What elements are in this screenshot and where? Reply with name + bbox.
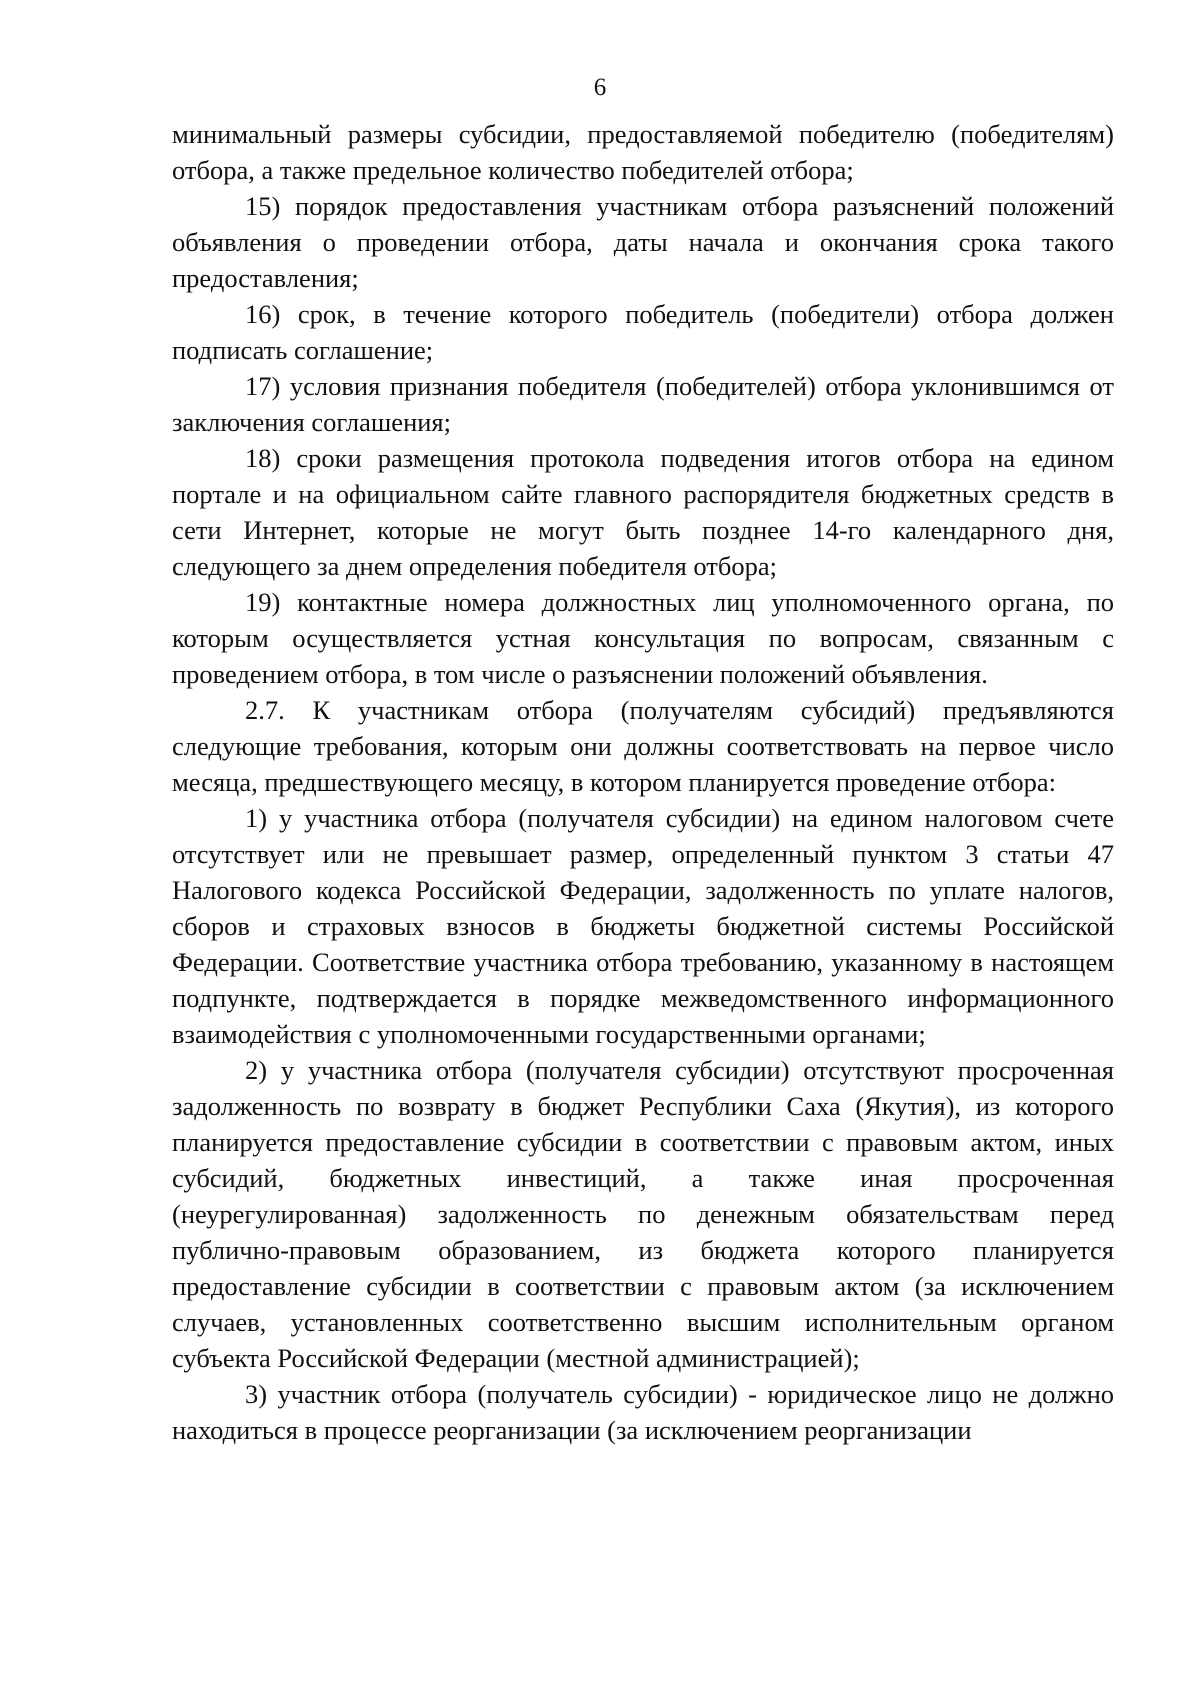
paragraph-item-19: 19) контактные номера должностных лиц уполномоченного органа, по которым осуществляется устная консультация по вопросам, связанным с проведением отбора, в том числе о разъяснении положений объявления. <box>172 587 1114 689</box>
paragraph-item-17: 17) условия признания победителя (победителей) отбора уклонившимся от заключения соглашения; <box>172 371 1114 437</box>
page-number: 6 <box>593 74 607 101</box>
paragraph-section-2-7: 2.7. К участникам отбора (получателям субсидий) предъявляются следующие требования, которым они должны соответствовать на первое число месяца, предшествующего месяцу, в котором планируется проведение отбора: <box>172 695 1114 797</box>
paragraph-item-16: 16) срок, в течение которого победитель (победители) отбора должен подписать соглашение; <box>172 299 1114 365</box>
paragraph-continuation: минимальный размеры субсидии, предоставляемой победителю (победителям) отбора, а также предельное количество победителей отбора; <box>172 119 1114 185</box>
document-body <box>172 116 1114 1448</box>
paragraph-requirement-3: 3) участник отбора (получатель субсидии) - юридическое лицо не должно находиться в процессе реорганизации (за исключением реорганизации <box>172 1379 1114 1445</box>
paragraph-requirement-2: 2) у участника отбора (получателя субсидии) отсутствуют просроченная задолженность по возврату в бюджет Республики Саха (Якутия), из которого планируется предоставление субсидии в соответствии с правовым актом, иных субсидий, бюджетных инвестиций, а также иная просроченная (неурегулированная) задолженность по денежным обязательствам перед публично-правовым образованием, из бюджета которого планируется предоставление субсидии в соответствии с правовым актом (за исключением случаев, установленных соответственно высшим исполнительным органом субъекта Российской Федерации (местной администрацией); <box>172 1055 1114 1373</box>
paragraph-item-18: 18) сроки размещения протокола подведения итогов отбора на едином портале и на официальном сайте главного распорядителя бюджетных средств в сети Интернет, которые не могут быть позднее 14-го календарного дня, следующего за днем определения победителя отбора; <box>172 443 1114 581</box>
paragraph-item-15: 15) порядок предоставления участникам отбора разъяснений положений объявления о проведении отбора, даты начала и окончания срока такого предоставления; <box>172 191 1114 293</box>
paragraph-requirement-1: 1) у участника отбора (получателя субсидии) на едином налоговом счете отсутствует или не превышает размер, определенный пунктом 3 статьи 47 Налогового кодекса Российской Федерации, задолженность по уплате налогов, сборов и страховых взносов в бюджеты бюджетной системы Российской Федерации. Соответствие участника отбора требованию, указанному в настоящем подпункте, подтверждается в порядке межведомственного информационного взаимодействия с уполномоченными государственными органами; <box>172 803 1114 1049</box>
